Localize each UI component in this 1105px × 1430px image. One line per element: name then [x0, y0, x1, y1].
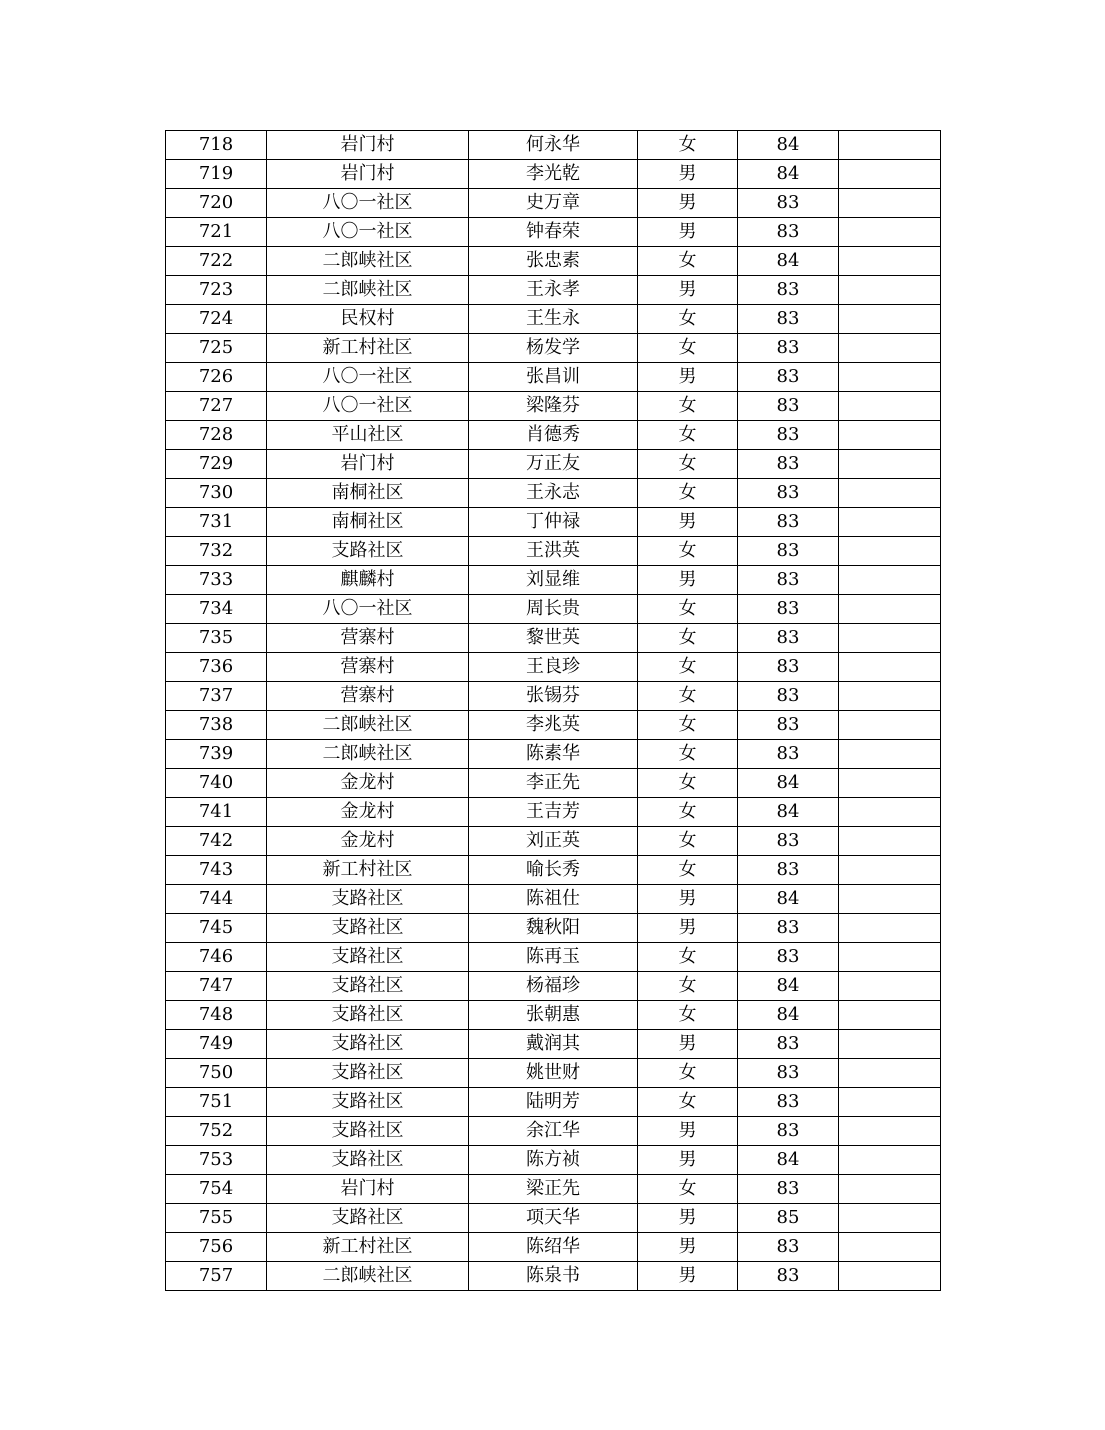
row-number-cell: 726: [166, 363, 267, 392]
remark-cell: [839, 595, 941, 624]
name-cell: 姚世财: [469, 1059, 638, 1088]
name-cell: 李光乾: [469, 160, 638, 189]
table-row: [166, 943, 941, 972]
name-cell: 陈绍华: [469, 1233, 638, 1262]
remark-cell: [839, 189, 941, 218]
name-cell: 张昌训: [469, 363, 638, 392]
table-row: [166, 711, 941, 740]
row-number-cell: 736: [166, 653, 267, 682]
name-cell: 张锡芬: [469, 682, 638, 711]
table-row: [166, 1204, 941, 1233]
name-cell: 陈方祯: [469, 1146, 638, 1175]
remark-cell: [839, 885, 941, 914]
gender-cell: 女: [638, 131, 738, 160]
gender-cell: 女: [638, 798, 738, 827]
table-row: [166, 218, 941, 247]
row-number-cell: 755: [166, 1204, 267, 1233]
remark-cell: [839, 537, 941, 566]
gender-cell: 男: [638, 566, 738, 595]
name-cell: 王吉芳: [469, 798, 638, 827]
row-number-cell: 739: [166, 740, 267, 769]
row-number-cell: 722: [166, 247, 267, 276]
row-number-cell: 749: [166, 1030, 267, 1059]
name-cell: 肖德秀: [469, 421, 638, 450]
community-cell: 岩门村: [267, 160, 469, 189]
table-row: [166, 769, 941, 798]
age-cell: 83: [738, 711, 839, 740]
roster-table: [165, 130, 941, 1291]
row-number-cell: 740: [166, 769, 267, 798]
age-cell: 83: [738, 595, 839, 624]
table-row: [166, 1262, 941, 1291]
community-cell: 支路社区: [267, 1204, 469, 1233]
remark-cell: [839, 131, 941, 160]
table-row: [166, 740, 941, 769]
community-cell: 二郎峡社区: [267, 1262, 469, 1291]
gender-cell: 女: [638, 711, 738, 740]
name-cell: 魏秋阳: [469, 914, 638, 943]
remark-cell: [839, 1175, 941, 1204]
community-cell: 八〇一社区: [267, 218, 469, 247]
remark-cell: [839, 276, 941, 305]
age-cell: 83: [738, 537, 839, 566]
remark-cell: [839, 769, 941, 798]
table-row: [166, 421, 941, 450]
table-row: [166, 856, 941, 885]
name-cell: 钟春荣: [469, 218, 638, 247]
community-cell: 八〇一社区: [267, 189, 469, 218]
table-row: [166, 276, 941, 305]
table-row: [166, 1001, 941, 1030]
name-cell: 黎世英: [469, 624, 638, 653]
row-number-cell: 742: [166, 827, 267, 856]
gender-cell: 男: [638, 276, 738, 305]
community-cell: 营寨村: [267, 624, 469, 653]
table-row: [166, 885, 941, 914]
community-cell: 营寨村: [267, 682, 469, 711]
remark-cell: [839, 1117, 941, 1146]
remark-cell: [839, 479, 941, 508]
row-number-cell: 729: [166, 450, 267, 479]
row-number-cell: 720: [166, 189, 267, 218]
gender-cell: 男: [638, 508, 738, 537]
community-cell: 岩门村: [267, 1175, 469, 1204]
remark-cell: [839, 421, 941, 450]
name-cell: 陆明芳: [469, 1088, 638, 1117]
age-cell: 83: [738, 218, 839, 247]
age-cell: 83: [738, 276, 839, 305]
table-row: [166, 682, 941, 711]
table-row: [166, 479, 941, 508]
roster-table-body: [166, 131, 941, 1291]
community-cell: 新工村社区: [267, 1233, 469, 1262]
remark-cell: [839, 856, 941, 885]
gender-cell: 女: [638, 1001, 738, 1030]
community-cell: 支路社区: [267, 1030, 469, 1059]
name-cell: 陈泉书: [469, 1262, 638, 1291]
row-number-cell: 731: [166, 508, 267, 537]
table-row: [166, 827, 941, 856]
age-cell: 84: [738, 798, 839, 827]
remark-cell: [839, 1059, 941, 1088]
remark-cell: [839, 943, 941, 972]
row-number-cell: 718: [166, 131, 267, 160]
name-cell: 王洪英: [469, 537, 638, 566]
remark-cell: [839, 827, 941, 856]
row-number-cell: 727: [166, 392, 267, 421]
gender-cell: 女: [638, 450, 738, 479]
name-cell: 王良珍: [469, 653, 638, 682]
name-cell: 丁仲禄: [469, 508, 638, 537]
age-cell: 83: [738, 566, 839, 595]
table-row: [166, 508, 941, 537]
row-number-cell: 737: [166, 682, 267, 711]
gender-cell: 女: [638, 682, 738, 711]
age-cell: 83: [738, 914, 839, 943]
gender-cell: 女: [638, 624, 738, 653]
community-cell: 支路社区: [267, 1001, 469, 1030]
community-cell: 八〇一社区: [267, 392, 469, 421]
community-cell: 金龙村: [267, 798, 469, 827]
age-cell: 84: [738, 1146, 839, 1175]
gender-cell: 男: [638, 1204, 738, 1233]
row-number-cell: 743: [166, 856, 267, 885]
age-cell: 84: [738, 1001, 839, 1030]
gender-cell: 男: [638, 189, 738, 218]
table-row: [166, 392, 941, 421]
table-row: [166, 537, 941, 566]
age-cell: 84: [738, 885, 839, 914]
name-cell: 陈祖仕: [469, 885, 638, 914]
name-cell: 万正友: [469, 450, 638, 479]
gender-cell: 女: [638, 769, 738, 798]
table-row: [166, 1088, 941, 1117]
age-cell: 83: [738, 1175, 839, 1204]
name-cell: 李兆英: [469, 711, 638, 740]
age-cell: 83: [738, 1117, 839, 1146]
row-number-cell: 735: [166, 624, 267, 653]
gender-cell: 女: [638, 827, 738, 856]
gender-cell: 男: [638, 1030, 738, 1059]
community-cell: 支路社区: [267, 885, 469, 914]
row-number-cell: 738: [166, 711, 267, 740]
community-cell: 支路社区: [267, 537, 469, 566]
community-cell: 麒麟村: [267, 566, 469, 595]
age-cell: 83: [738, 1030, 839, 1059]
row-number-cell: 751: [166, 1088, 267, 1117]
age-cell: 83: [738, 682, 839, 711]
remark-cell: [839, 1204, 941, 1233]
name-cell: 周长贵: [469, 595, 638, 624]
community-cell: 金龙村: [267, 827, 469, 856]
gender-cell: 女: [638, 1175, 738, 1204]
remark-cell: [839, 160, 941, 189]
age-cell: 83: [738, 943, 839, 972]
remark-cell: [839, 1146, 941, 1175]
age-cell: 83: [738, 334, 839, 363]
row-number-cell: 721: [166, 218, 267, 247]
row-number-cell: 724: [166, 305, 267, 334]
community-cell: 南桐社区: [267, 508, 469, 537]
table-row: [166, 595, 941, 624]
remark-cell: [839, 392, 941, 421]
table-row: [166, 972, 941, 1001]
name-cell: 张忠素: [469, 247, 638, 276]
age-cell: 83: [738, 305, 839, 334]
name-cell: 王永孝: [469, 276, 638, 305]
table-row: [166, 914, 941, 943]
table-row: [166, 1146, 941, 1175]
remark-cell: [839, 1233, 941, 1262]
community-cell: 金龙村: [267, 769, 469, 798]
community-cell: 支路社区: [267, 972, 469, 1001]
remark-cell: [839, 624, 941, 653]
name-cell: 张朝惠: [469, 1001, 638, 1030]
community-cell: 二郎峡社区: [267, 711, 469, 740]
row-number-cell: 754: [166, 1175, 267, 1204]
remark-cell: [839, 711, 941, 740]
gender-cell: 女: [638, 943, 738, 972]
community-cell: 新工村社区: [267, 334, 469, 363]
name-cell: 梁隆芬: [469, 392, 638, 421]
age-cell: 83: [738, 624, 839, 653]
name-cell: 刘显维: [469, 566, 638, 595]
gender-cell: 男: [638, 363, 738, 392]
row-number-cell: 748: [166, 1001, 267, 1030]
gender-cell: 男: [638, 1146, 738, 1175]
gender-cell: 女: [638, 1059, 738, 1088]
row-number-cell: 752: [166, 1117, 267, 1146]
name-cell: 余江华: [469, 1117, 638, 1146]
row-number-cell: 756: [166, 1233, 267, 1262]
table-row: [166, 363, 941, 392]
community-cell: 岩门村: [267, 450, 469, 479]
remark-cell: [839, 305, 941, 334]
row-number-cell: 730: [166, 479, 267, 508]
row-number-cell: 750: [166, 1059, 267, 1088]
age-cell: 83: [738, 1262, 839, 1291]
age-cell: 83: [738, 740, 839, 769]
row-number-cell: 746: [166, 943, 267, 972]
community-cell: 平山社区: [267, 421, 469, 450]
remark-cell: [839, 798, 941, 827]
age-cell: 84: [738, 160, 839, 189]
age-cell: 84: [738, 972, 839, 1001]
table-row: [166, 334, 941, 363]
gender-cell: 男: [638, 914, 738, 943]
community-cell: 民权村: [267, 305, 469, 334]
age-cell: 84: [738, 131, 839, 160]
row-number-cell: 719: [166, 160, 267, 189]
remark-cell: [839, 363, 941, 392]
age-cell: 83: [738, 856, 839, 885]
community-cell: 南桐社区: [267, 479, 469, 508]
table-row: [166, 247, 941, 276]
row-number-cell: 753: [166, 1146, 267, 1175]
gender-cell: 女: [638, 247, 738, 276]
name-cell: 陈素华: [469, 740, 638, 769]
remark-cell: [839, 218, 941, 247]
age-cell: 83: [738, 392, 839, 421]
age-cell: 83: [738, 479, 839, 508]
table-row: [166, 131, 941, 160]
community-cell: 二郎峡社区: [267, 247, 469, 276]
age-cell: 84: [738, 247, 839, 276]
age-cell: 83: [738, 1088, 839, 1117]
gender-cell: 女: [638, 740, 738, 769]
name-cell: 王永志: [469, 479, 638, 508]
remark-cell: [839, 914, 941, 943]
remark-cell: [839, 247, 941, 276]
table-row: [166, 189, 941, 218]
row-number-cell: 723: [166, 276, 267, 305]
row-number-cell: 733: [166, 566, 267, 595]
age-cell: 83: [738, 1233, 839, 1262]
community-cell: 八〇一社区: [267, 595, 469, 624]
name-cell: 何永华: [469, 131, 638, 160]
age-cell: 83: [738, 450, 839, 479]
remark-cell: [839, 682, 941, 711]
name-cell: 项天华: [469, 1204, 638, 1233]
remark-cell: [839, 653, 941, 682]
name-cell: 杨福珍: [469, 972, 638, 1001]
row-number-cell: 725: [166, 334, 267, 363]
gender-cell: 女: [638, 537, 738, 566]
age-cell: 83: [738, 1059, 839, 1088]
row-number-cell: 734: [166, 595, 267, 624]
name-cell: 戴润其: [469, 1030, 638, 1059]
row-number-cell: 728: [166, 421, 267, 450]
gender-cell: 男: [638, 1262, 738, 1291]
row-number-cell: 744: [166, 885, 267, 914]
row-number-cell: 747: [166, 972, 267, 1001]
remark-cell: [839, 450, 941, 479]
remark-cell: [839, 1262, 941, 1291]
row-number-cell: 741: [166, 798, 267, 827]
gender-cell: 女: [638, 653, 738, 682]
gender-cell: 女: [638, 972, 738, 1001]
table-row: [166, 1233, 941, 1262]
name-cell: 陈再玉: [469, 943, 638, 972]
table-row: [166, 1059, 941, 1088]
community-cell: 二郎峡社区: [267, 740, 469, 769]
remark-cell: [839, 1030, 941, 1059]
age-cell: 83: [738, 363, 839, 392]
remark-cell: [839, 740, 941, 769]
community-cell: 营寨村: [267, 653, 469, 682]
gender-cell: 女: [638, 305, 738, 334]
community-cell: 支路社区: [267, 1146, 469, 1175]
name-cell: 杨发学: [469, 334, 638, 363]
gender-cell: 男: [638, 160, 738, 189]
remark-cell: [839, 334, 941, 363]
row-number-cell: 757: [166, 1262, 267, 1291]
name-cell: 刘正英: [469, 827, 638, 856]
community-cell: 支路社区: [267, 943, 469, 972]
table-row: [166, 798, 941, 827]
name-cell: 喻长秀: [469, 856, 638, 885]
gender-cell: 女: [638, 856, 738, 885]
age-cell: 83: [738, 421, 839, 450]
age-cell: 83: [738, 827, 839, 856]
community-cell: 新工村社区: [267, 856, 469, 885]
name-cell: 王生永: [469, 305, 638, 334]
table-row: [166, 1117, 941, 1146]
age-cell: 83: [738, 508, 839, 537]
table-row: [166, 653, 941, 682]
gender-cell: 男: [638, 218, 738, 247]
community-cell: 岩门村: [267, 131, 469, 160]
name-cell: 史万章: [469, 189, 638, 218]
gender-cell: 女: [638, 421, 738, 450]
community-cell: 支路社区: [267, 1059, 469, 1088]
remark-cell: [839, 1088, 941, 1117]
gender-cell: 女: [638, 479, 738, 508]
remark-cell: [839, 1001, 941, 1030]
community-cell: 支路社区: [267, 914, 469, 943]
table-row: [166, 1030, 941, 1059]
remark-cell: [839, 972, 941, 1001]
row-number-cell: 745: [166, 914, 267, 943]
remark-cell: [839, 566, 941, 595]
age-cell: 84: [738, 769, 839, 798]
gender-cell: 女: [638, 595, 738, 624]
gender-cell: 男: [638, 1233, 738, 1262]
table-row: [166, 1175, 941, 1204]
community-cell: 支路社区: [267, 1117, 469, 1146]
gender-cell: 女: [638, 334, 738, 363]
remark-cell: [839, 508, 941, 537]
age-cell: 83: [738, 653, 839, 682]
table-row: [166, 450, 941, 479]
community-cell: 八〇一社区: [267, 363, 469, 392]
community-cell: 二郎峡社区: [267, 276, 469, 305]
name-cell: 梁正先: [469, 1175, 638, 1204]
gender-cell: 女: [638, 392, 738, 421]
table-row: [166, 624, 941, 653]
name-cell: 李正先: [469, 769, 638, 798]
age-cell: 83: [738, 189, 839, 218]
community-cell: 支路社区: [267, 1088, 469, 1117]
gender-cell: 女: [638, 1088, 738, 1117]
table-row: [166, 566, 941, 595]
age-cell: 85: [738, 1204, 839, 1233]
row-number-cell: 732: [166, 537, 267, 566]
gender-cell: 男: [638, 1117, 738, 1146]
gender-cell: 男: [638, 885, 738, 914]
table-row: [166, 160, 941, 189]
table-row: [166, 305, 941, 334]
